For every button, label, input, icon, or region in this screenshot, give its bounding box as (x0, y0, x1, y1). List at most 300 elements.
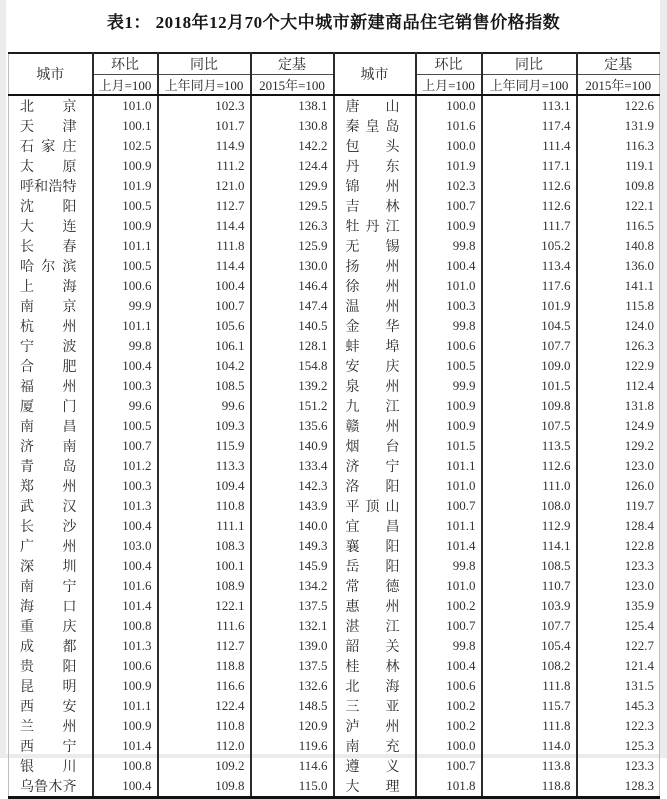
index-value-cell: 142.2 (251, 136, 334, 156)
index-value-cell: 137.5 (251, 656, 334, 676)
index-value-cell: 138.1 (251, 95, 334, 116)
index-value-cell: 137.5 (251, 596, 334, 616)
index-value-cell: 132.1 (251, 616, 334, 636)
city-name-cell: 天津 (20, 120, 77, 135)
city-name-cell: 武汉 (20, 500, 77, 515)
index-value-cell: 101.1 (416, 456, 482, 476)
index-value-cell: 100.6 (93, 276, 158, 296)
city-name-cell: 丹东 (334, 156, 416, 176)
index-value-cell: 115.8 (577, 296, 660, 316)
city-name-cell: 平顶山 (334, 496, 416, 516)
index-value-cell: 114.4 (158, 256, 251, 276)
index-value-cell: 100.7 (416, 756, 482, 776)
index-value-cell: 116.6 (158, 676, 251, 696)
header-mom-right: 环比 (416, 53, 482, 75)
city-name-cell: 扬州 (334, 256, 416, 276)
index-value-cell: 100.9 (416, 416, 482, 436)
index-value-cell: 101.4 (93, 596, 158, 616)
index-value-cell: 123.0 (577, 456, 660, 476)
index-value-cell: 99.8 (93, 336, 158, 356)
index-value-cell: 100.4 (93, 556, 158, 576)
city-name-cell: 石家庄 (20, 140, 77, 155)
city-name-cell: 岳阳 (334, 556, 416, 576)
index-value-cell: 111.8 (482, 676, 577, 696)
city-name-cell: 长沙 (20, 520, 77, 535)
table-row (9, 95, 660, 116)
index-value-cell: 131.8 (577, 396, 660, 416)
index-value-cell: 140.0 (251, 516, 334, 536)
index-value-cell: 100.8 (93, 616, 158, 636)
city-name-cell: 南京 (20, 300, 77, 315)
index-value-cell: 100.0 (416, 736, 482, 756)
city-name-cell: 温州 (334, 296, 416, 316)
index-value-cell: 111.7 (482, 216, 577, 236)
index-value-cell: 114.6 (251, 756, 334, 776)
index-value-cell: 100.9 (93, 156, 158, 176)
index-value-cell: 102.5 (93, 136, 158, 156)
city-name-cell: 贵阳 (20, 660, 77, 675)
index-value-cell: 101.0 (416, 276, 482, 296)
city-name-cell: 西宁 (20, 740, 77, 755)
index-value-cell: 102.3 (416, 176, 482, 196)
index-value-cell: 128.4 (577, 516, 660, 536)
table-row (9, 496, 660, 516)
index-value-cell: 100.4 (93, 776, 158, 798)
city-name-cell: 南充 (334, 736, 416, 756)
table-row (9, 776, 660, 798)
index-value-cell: 101.7 (158, 116, 251, 136)
index-value-cell: 99.6 (93, 396, 158, 416)
index-value-cell: 100.5 (93, 196, 158, 216)
index-value-cell: 115.0 (251, 776, 334, 798)
page-edge-left (0, 0, 6, 758)
index-value-cell: 101.3 (93, 636, 158, 656)
index-value-cell: 107.7 (482, 336, 577, 356)
table-row (9, 256, 660, 276)
table-row (9, 556, 660, 576)
index-value-cell: 101.0 (416, 576, 482, 596)
index-value-cell: 101.4 (93, 736, 158, 756)
city-name-cell: 青岛 (20, 460, 77, 475)
city-name-cell: 泸州 (334, 716, 416, 736)
city-name-cell: 北海 (334, 676, 416, 696)
index-value-cell: 101.9 (482, 296, 577, 316)
city-name-cell: 厦门 (20, 400, 77, 415)
index-value-cell: 100.9 (416, 396, 482, 416)
city-name-cell: 襄阳 (334, 536, 416, 556)
index-value-cell: 101.9 (416, 156, 482, 176)
index-value-cell: 108.9 (158, 576, 251, 596)
index-value-cell: 120.9 (251, 716, 334, 736)
index-value-cell: 141.1 (577, 276, 660, 296)
city-name-cell: 上海 (20, 280, 77, 295)
table-row (9, 116, 660, 136)
index-value-cell: 149.3 (251, 536, 334, 556)
index-value-cell: 125.9 (251, 236, 334, 256)
index-value-cell: 122.4 (158, 696, 251, 716)
index-value-cell: 99.8 (416, 636, 482, 656)
index-value-cell: 123.3 (577, 756, 660, 776)
index-value-cell: 109.8 (158, 776, 251, 798)
index-value-cell: 148.5 (251, 696, 334, 716)
index-value-cell: 100.7 (416, 616, 482, 636)
index-value-cell: 126.0 (577, 476, 660, 496)
index-value-cell: 134.2 (251, 576, 334, 596)
index-value-cell: 125.3 (577, 736, 660, 756)
city-name-cell: 吉林 (334, 196, 416, 216)
index-value-cell: 100.2 (416, 696, 482, 716)
index-value-cell: 151.2 (251, 396, 334, 416)
index-value-cell: 100.2 (416, 596, 482, 616)
index-value-cell: 147.4 (251, 296, 334, 316)
table-row (9, 156, 660, 176)
index-value-cell: 122.9 (577, 356, 660, 376)
index-value-cell: 101.5 (416, 436, 482, 456)
table-body (9, 95, 660, 798)
index-value-cell: 145.9 (251, 556, 334, 576)
index-value-cell: 123.3 (577, 556, 660, 576)
index-value-cell: 116.3 (577, 136, 660, 156)
table-row (9, 616, 660, 636)
city-name-cell: 海口 (20, 600, 77, 615)
index-value-cell: 105.2 (482, 236, 577, 256)
header-yoy-right: 同比 (482, 53, 577, 75)
city-name-cell: 济南 (20, 440, 77, 455)
city-name-cell: 常德 (334, 576, 416, 596)
index-value-cell: 128.1 (251, 336, 334, 356)
index-value-cell: 100.7 (93, 436, 158, 456)
table-row (9, 236, 660, 256)
subheader-mom-right: 上月=100 (416, 75, 482, 96)
table-row (9, 456, 660, 476)
city-name-cell: 惠州 (334, 596, 416, 616)
index-value-cell: 114.0 (482, 736, 577, 756)
table-title: 表1： 2018年12月70个大中城市新建商品住宅销售价格指数 (106, 13, 561, 32)
city-name-cell: 西安 (20, 700, 77, 715)
subheader-base-left: 2015年=100 (251, 75, 334, 96)
index-value-cell: 122.1 (158, 596, 251, 616)
index-value-cell: 135.9 (577, 596, 660, 616)
table-row (9, 576, 660, 596)
index-value-cell: 112.9 (482, 516, 577, 536)
index-value-cell: 100.3 (416, 296, 482, 316)
index-value-cell: 108.5 (482, 556, 577, 576)
index-value-cell: 100.0 (416, 136, 482, 156)
index-value-cell: 109.3 (158, 416, 251, 436)
index-value-cell: 100.9 (93, 676, 158, 696)
subheader-yoy-right: 上年同月=100 (482, 75, 577, 96)
index-value-cell: 99.9 (416, 376, 482, 396)
table-row (9, 396, 660, 416)
index-value-cell: 132.6 (251, 676, 334, 696)
city-name-cell: 九江 (334, 396, 416, 416)
index-value-cell: 122.3 (577, 716, 660, 736)
table-row (9, 356, 660, 376)
index-value-cell: 111.4 (482, 136, 577, 156)
index-value-cell: 100.7 (416, 496, 482, 516)
index-value-cell: 116.5 (577, 216, 660, 236)
header-city-right: 城市 (334, 53, 416, 95)
table-row (9, 336, 660, 356)
header-base-left: 定基 (251, 53, 334, 75)
index-value-cell: 100.6 (93, 656, 158, 676)
index-value-cell: 108.2 (482, 656, 577, 676)
index-value-cell: 99.6 (158, 396, 251, 416)
index-value-cell: 124.0 (577, 316, 660, 336)
index-value-cell: 100.6 (416, 676, 482, 696)
index-value-cell: 129.2 (577, 436, 660, 456)
index-value-cell: 108.5 (158, 376, 251, 396)
index-value-cell: 154.8 (251, 356, 334, 376)
index-value-cell: 100.5 (416, 356, 482, 376)
index-value-cell: 112.7 (158, 196, 251, 216)
index-value-cell: 121.4 (577, 656, 660, 676)
index-value-cell: 143.9 (251, 496, 334, 516)
index-value-cell: 104.5 (482, 316, 577, 336)
city-name-cell: 蚌埠 (334, 336, 416, 356)
header-yoy-left: 同比 (158, 53, 251, 75)
subheader-base-right: 2015年=100 (577, 75, 660, 96)
index-value-cell: 119.1 (577, 156, 660, 176)
city-name-cell: 宜昌 (334, 516, 416, 536)
city-name-cell: 太原 (20, 160, 77, 175)
index-value-cell: 111.8 (482, 716, 577, 736)
index-value-cell: 111.1 (158, 516, 251, 536)
city-name-cell: 泉州 (334, 376, 416, 396)
city-name-cell: 兰州 (20, 720, 77, 735)
index-value-cell: 105.4 (482, 636, 577, 656)
city-name-cell: 南昌 (20, 420, 77, 435)
index-value-cell: 99.9 (93, 296, 158, 316)
table-row (9, 756, 660, 776)
table-row (9, 596, 660, 616)
city-name-cell: 合肥 (20, 360, 77, 375)
index-value-cell: 101.1 (93, 236, 158, 256)
index-value-cell: 103.9 (482, 596, 577, 616)
table-row (9, 376, 660, 396)
city-name-cell: 宁波 (20, 340, 77, 355)
index-value-cell: 129.9 (251, 176, 334, 196)
index-value-cell: 100.4 (416, 656, 482, 676)
index-value-cell: 126.3 (251, 216, 334, 236)
index-value-cell: 114.1 (482, 536, 577, 556)
index-value-cell: 100.4 (416, 256, 482, 276)
index-value-cell: 100.3 (93, 376, 158, 396)
index-value-cell: 100.9 (93, 716, 158, 736)
index-value-cell: 108.0 (482, 496, 577, 516)
header-city-left: 城市 (9, 53, 93, 95)
index-value-cell: 101.1 (416, 516, 482, 536)
index-value-cell: 140.9 (251, 436, 334, 456)
index-value-cell: 101.5 (482, 376, 577, 396)
city-name-cell: 呼和浩特 (20, 180, 77, 195)
city-name-cell: 银川 (20, 760, 77, 775)
index-value-cell: 99.8 (416, 556, 482, 576)
index-value-cell: 119.7 (577, 496, 660, 516)
table-row (9, 216, 660, 236)
index-value-cell: 124.4 (251, 156, 334, 176)
page-edge-right (660, 0, 667, 758)
index-value-cell: 99.8 (416, 316, 482, 336)
index-value-cell: 100.4 (93, 516, 158, 536)
index-value-cell: 100.4 (93, 356, 158, 376)
index-value-cell: 103.0 (93, 536, 158, 556)
index-value-cell: 100.0 (416, 95, 482, 116)
index-value-cell: 109.0 (482, 356, 577, 376)
index-value-cell: 140.8 (577, 236, 660, 256)
city-name-cell: 洛阳 (334, 476, 416, 496)
index-value-cell: 110.8 (158, 496, 251, 516)
table-row (9, 136, 660, 156)
index-value-cell: 128.3 (577, 776, 660, 798)
index-value-cell: 112.7 (158, 636, 251, 656)
index-value-cell: 99.8 (416, 236, 482, 256)
index-value-cell: 111.2 (158, 156, 251, 176)
index-value-cell: 106.1 (158, 336, 251, 356)
index-value-cell: 101.8 (416, 776, 482, 798)
index-value-cell: 119.6 (251, 736, 334, 756)
index-value-cell: 135.6 (251, 416, 334, 436)
table-row (9, 296, 660, 316)
index-value-cell: 139.2 (251, 376, 334, 396)
index-value-cell: 112.0 (158, 736, 251, 756)
index-value-cell: 122.7 (577, 636, 660, 656)
table-row (9, 636, 660, 656)
table-header (9, 53, 660, 95)
city-name-cell: 牡丹江 (334, 216, 416, 236)
index-value-cell: 101.2 (93, 456, 158, 476)
city-name-cell: 深圳 (20, 560, 77, 575)
city-name-cell: 三亚 (334, 696, 416, 716)
city-name-cell: 沈阳 (20, 200, 77, 215)
index-value-cell: 101.9 (93, 176, 158, 196)
index-value-cell: 100.1 (93, 116, 158, 136)
city-name-cell: 韶关 (334, 636, 416, 656)
index-value-cell: 136.0 (577, 256, 660, 276)
index-value-cell: 100.3 (93, 476, 158, 496)
city-name-cell: 福州 (20, 380, 77, 395)
subheader-yoy-left: 上年同月=100 (158, 75, 251, 96)
city-name-cell: 济宁 (334, 456, 416, 476)
city-name-cell: 郑州 (20, 480, 77, 495)
index-value-cell: 109.8 (577, 176, 660, 196)
city-name-cell: 成都 (20, 640, 77, 655)
table-row (9, 276, 660, 296)
index-value-cell: 140.5 (251, 316, 334, 336)
city-name-cell: 乌鲁木齐 (20, 780, 77, 795)
table-row (9, 436, 660, 456)
header-row-main (9, 53, 660, 75)
index-value-cell: 122.6 (577, 95, 660, 116)
index-value-cell: 133.4 (251, 456, 334, 476)
index-value-cell: 110.7 (482, 576, 577, 596)
index-value-cell: 100.2 (416, 716, 482, 736)
city-name-cell: 遵义 (334, 756, 416, 776)
index-value-cell: 101.1 (93, 316, 158, 336)
index-value-cell: 114.4 (158, 216, 251, 236)
city-name-cell: 大理 (334, 776, 416, 798)
index-value-cell: 129.5 (251, 196, 334, 216)
index-value-cell: 101.1 (93, 696, 158, 716)
index-value-cell: 142.3 (251, 476, 334, 496)
index-value-cell: 113.8 (482, 756, 577, 776)
index-value-cell: 107.5 (482, 416, 577, 436)
subheader-mom-left: 上月=100 (93, 75, 158, 96)
header-base-right: 定基 (577, 53, 660, 75)
index-value-cell: 101.0 (416, 476, 482, 496)
index-value-cell: 100.8 (93, 756, 158, 776)
index-value-cell: 104.2 (158, 356, 251, 376)
index-value-cell: 100.5 (93, 416, 158, 436)
table-row (9, 516, 660, 536)
city-name-cell: 徐州 (334, 276, 416, 296)
table-row (9, 176, 660, 196)
city-name-cell: 哈尔滨 (20, 260, 77, 275)
index-value-cell: 111.0 (482, 476, 577, 496)
city-name-cell: 重庆 (20, 620, 77, 635)
index-value-cell: 117.4 (482, 116, 577, 136)
index-value-cell: 115.9 (158, 436, 251, 456)
index-value-cell: 122.8 (577, 536, 660, 556)
index-value-cell: 100.5 (93, 256, 158, 276)
table-row (9, 416, 660, 436)
index-value-cell: 115.7 (482, 696, 577, 716)
city-name-cell: 赣州 (334, 416, 416, 436)
index-value-cell: 139.0 (251, 636, 334, 656)
index-value-cell: 112.6 (482, 456, 577, 476)
table-row (9, 196, 660, 216)
index-value-cell: 100.1 (158, 556, 251, 576)
city-name-cell: 北京 (20, 100, 77, 115)
city-name-cell: 安庆 (334, 356, 416, 376)
index-value-cell: 131.9 (577, 116, 660, 136)
index-value-cell: 100.6 (416, 336, 482, 356)
index-value-cell: 113.1 (482, 95, 577, 116)
index-value-cell: 101.0 (93, 95, 158, 116)
index-value-cell: 100.7 (416, 196, 482, 216)
table-row (9, 536, 660, 556)
index-value-cell: 101.6 (416, 116, 482, 136)
index-value-cell: 130.8 (251, 116, 334, 136)
city-name-cell: 包头 (334, 136, 416, 156)
index-value-cell: 117.6 (482, 276, 577, 296)
index-value-cell: 131.5 (577, 676, 660, 696)
index-value-cell: 118.8 (158, 656, 251, 676)
index-value-cell: 107.7 (482, 616, 577, 636)
index-value-cell: 126.3 (577, 336, 660, 356)
index-value-cell: 109.8 (482, 396, 577, 416)
index-value-cell: 121.0 (158, 176, 251, 196)
index-value-cell: 105.6 (158, 316, 251, 336)
index-value-cell: 122.1 (577, 196, 660, 216)
index-value-cell: 111.6 (158, 616, 251, 636)
city-name-cell: 杭州 (20, 320, 77, 335)
city-name-cell: 昆明 (20, 680, 77, 695)
index-value-cell: 125.4 (577, 616, 660, 636)
city-name-cell: 桂林 (334, 656, 416, 676)
city-name-cell: 大连 (20, 220, 77, 235)
index-value-cell: 146.4 (251, 276, 334, 296)
table-row (9, 476, 660, 496)
city-name-cell: 唐山 (334, 95, 416, 116)
index-value-cell: 102.3 (158, 95, 251, 116)
index-value-cell: 123.0 (577, 576, 660, 596)
index-value-cell: 108.3 (158, 536, 251, 556)
table-row (9, 316, 660, 336)
index-value-cell: 109.2 (158, 756, 251, 776)
index-value-cell: 114.9 (158, 136, 251, 156)
index-value-cell: 113.5 (482, 436, 577, 456)
